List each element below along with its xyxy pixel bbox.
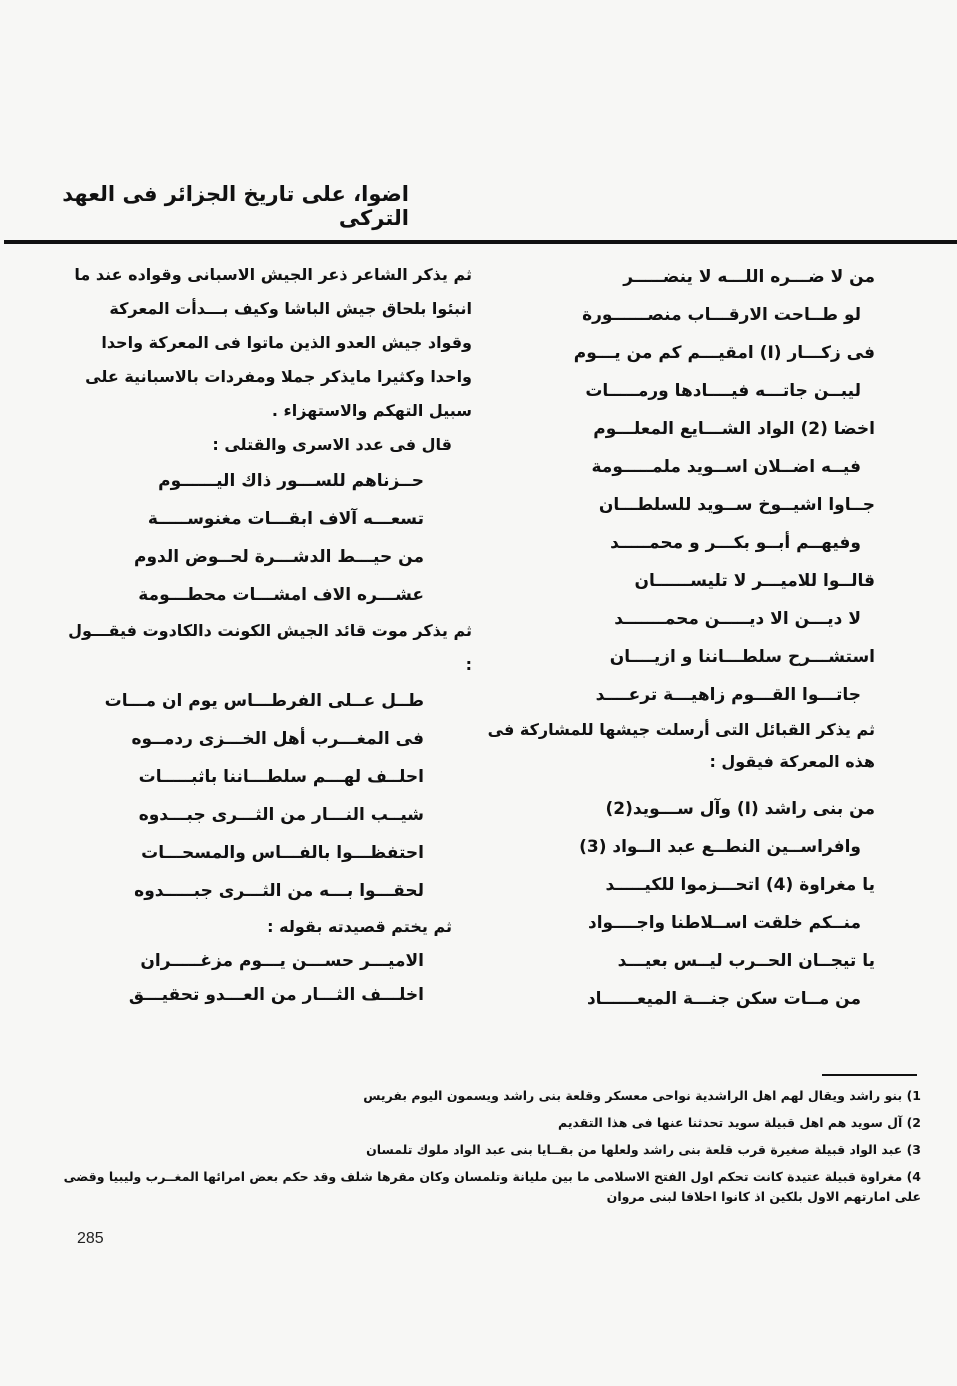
page-number: 285 [77, 1230, 104, 1247]
verse-line: اخلـــف الثـــار من العـــدو تحقيـــق [128, 985, 424, 1005]
verse-line: فى زكـــار (I) امقيـــم كم من يـــوم [573, 343, 875, 363]
verse-line: جــاوا اشيــوخ ســويد للسلطـــان [598, 495, 875, 515]
prose-paragraph: ثم يذكر موت قائد الجيش الكونت دالكادوت فيقـــول : [68, 621, 472, 674]
footnote-4: 4) مغراوة قبيلة عتيدة كانت تحكم اول الفتح الاسلامى ما بين مليانة وتلمسان وكان مقرها شلف وقد حكم بعض امرائها المغــرب وليبيا وقضى على امارتهم الاول بلكين اذ كانوا احلافا لبنى مروان [63, 1169, 921, 1204]
verse-line: تسعـــه آلاف ابقـــات مغنوســـــة [147, 509, 424, 529]
footnote-3: 3) عبد الواد قبيلة صغيرة قرب قلعة بنى راشد ولعلها من بقــايا بنى عبد الواد ملوك تلمسان [366, 1142, 921, 1157]
footnote-1: 1) بنو راشد ويقال لهم اهل الراشدية نواحى معسكر وقلعة بنى راشد ويسمون اليوم بفريس [363, 1088, 921, 1103]
verse-line: لحقـــوا بـــه من الثـــرى جبـــــدوه [134, 881, 424, 901]
right-column [475, 258, 875, 1018]
verse-line: ليبــن جاتـــه فيــــادها ورمـــــات [585, 381, 861, 401]
verse-line: شيــب النـــار من الثـــرى جبـــدوه [138, 805, 424, 825]
verse-line: عشـــره الاف امشـــات محطـــومة [138, 585, 424, 605]
verse-line: جاتـــوا القـــوم زاهيـــة ترعــــد [595, 685, 861, 705]
verse-line: يا تيجــان الحــرب ليــس بعيـــد [617, 951, 875, 971]
header-rule [4, 240, 957, 244]
verse-line: احلــف لهـــم سلطـــاننا باثبـــــات [138, 767, 424, 787]
verse-line: منــكم خلقت اســلاطنا واجــــواد [588, 913, 861, 933]
left-column [60, 258, 472, 1012]
verse-line: حــزناهم للســـور ذاك اليــــــوم [158, 471, 424, 491]
verse-line: وافراســين النطــع عبد الــواد (3) [579, 837, 861, 857]
verse-line: احتفظـــوا بالفـــاس والمسحـــات [141, 843, 424, 863]
verse-line: من حيـــط الدشـــرة لحــوض الدوم [134, 547, 424, 567]
spacer [475, 778, 875, 790]
prose-paragraph: ثم يذكر الشاعر ذعر الجيش الاسبانى وقواده عند ما انبئوا بلحاق جيش الباشا وكيف بـــدأت المعركة وقواد جيش العدو الذين ماتوا فى المعركة واحدا واحدا وكثيرا مايذكر جملا ومفردات بالاسبانية على سبيل التهكم والاستهزاء . [74, 265, 472, 420]
verse-line: الاميـــر حســـن يـــوم مزغـــــران [140, 951, 424, 971]
verse-line: من لا ضـــره اللـــه لا ينضـــــر [623, 267, 875, 287]
prose-paragraph: قال فى عدد الاسرى والقتلى : [212, 435, 452, 454]
verse-line: قالــوا للاميـــر لا تليســــــان [634, 571, 875, 591]
verse-line: استشـــرح سلطـــاننا و ازيــــان [609, 647, 875, 667]
verse-line: فى المغـــرب أهل الخـــزى ردمــوه [131, 729, 424, 749]
footnote-2: 2) آل سويد هم اهل قبيلة سويد تحدثنا عنها فى هذا التقديم [558, 1115, 921, 1130]
verse-line: لو طــاحت الارقـــاب منصــــــورة [582, 305, 861, 325]
verse-line: فيــه اضــلان اســويد ملمـــــومة [591, 457, 861, 477]
verse-line: من مــات سكن جنـــة الميعــــــاد [586, 989, 861, 1009]
running-header: اضوا، على تاريخ الجزائر فى العهد التركى [62, 182, 409, 230]
verse-line: لا ديـــن الا ديـــــن محمـــــــد [614, 609, 861, 629]
verse-line: يا مغراوة (4) اتحـــزموا للكيـــــد [605, 875, 875, 895]
footnote-rule [822, 1074, 917, 1076]
verse-line: وفيهــم أبــو بكـــر و محمـــــد [610, 533, 861, 553]
verse-line: طــل عــلى الفرطـــاس يوم ان مـــات [104, 691, 424, 711]
verse-line: من بنى راشد (I) وآل ســـويد(2) [605, 799, 875, 819]
footnotes [51, 1082, 921, 1207]
verse-line: اخضا (2) الواد الشـــايع المعلـــوم [593, 419, 875, 439]
prose-paragraph: ثم يختم قصيدته بقوله : [267, 917, 452, 936]
prose-paragraph: ثم يذكر القبائل التى أرسلت جيشها للمشاركة فى هذه المعركة فيقول : [487, 720, 875, 771]
